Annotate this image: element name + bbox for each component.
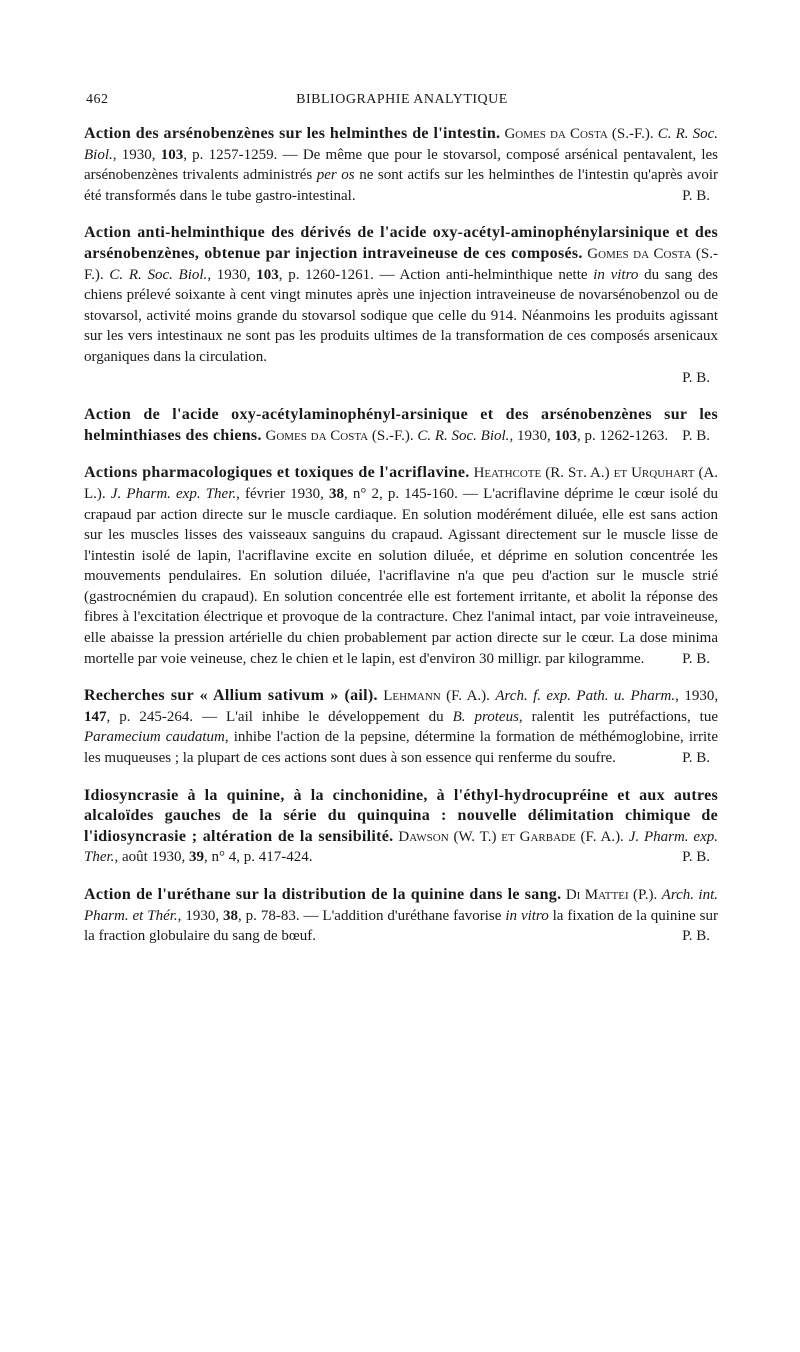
entry-volume: 103 <box>256 266 279 283</box>
entry-signature: P. B. <box>682 427 710 444</box>
bibliography-list <box>84 124 718 964</box>
entry-authors: Dawson (W. T.) et Garbade (F. A.). <box>398 828 624 845</box>
entry-signature: P. B. <box>682 849 710 866</box>
entry-citation-post: , p. 245-264. — L'ail inhibe le développement du <box>106 708 453 725</box>
entry-citation-pre: , 1930, <box>675 688 719 705</box>
entry-title: Idiosyncrasie à la quinine, à la cinchonidine, à l'éthyl-hydrocupréine et aux autres alcaloïdes gauches de la série du quinquina : nouvelle délimitation chimique de l'idiosyncrasie ; altération de la sensibilité. <box>84 786 718 845</box>
entry-body: , inhibe l'action de la pepsine, détermine la formation de méthémoglobine, irrite les muqueuses ; la plupart de ces actions sont dues à son essence qui renferme du soufre. <box>84 729 718 767</box>
entry-citation-pre: , août 1930, <box>114 849 190 866</box>
entry-body-mid: , ralentit les putréfactions, tue <box>518 708 718 725</box>
entry-italic-phrase: B. proteus <box>452 708 519 725</box>
entry-italic-phrase: in vitro <box>505 907 549 924</box>
entry-title: Action de l'acide oxy-acétylaminophényl-arsinique et des arsénobenzènes sur les helminthiases des chiens. <box>84 406 718 444</box>
entry-title: Action de l'uréthane sur la distribution de la quinine dans le sang. <box>84 886 562 903</box>
entry-volume: 103 <box>554 427 577 444</box>
page-number: 462 <box>86 92 109 107</box>
entry-citation-pre: , 1930, <box>509 427 555 444</box>
bibliography-entry <box>84 124 718 206</box>
entry-title: Actions pharmacologiques et toxiques de l'acriflavine. <box>84 464 470 482</box>
entry-journal: Arch. int. Pharm. et Thér. <box>84 887 719 924</box>
entry-body: la fixation de la quinine sur la fraction globulaire du sang de bœuf. <box>84 907 719 945</box>
entry-body: du sang des chiens prélevé soixante à cent vingt minutes après une injection intraveineuse de novarsénobenzol ou de stovarsol, activité moins grande du stovarsol sodique que celle du 914. Néanmoins les produits agissant sur les vers intestinaux ne sont pas les produits ultimes de la transformation de ces composés arsenicaux organiques dans la circulation. <box>84 266 719 365</box>
entry-citation-pre: , février 1930, <box>236 485 329 502</box>
bibliography-entry <box>84 463 718 669</box>
entry-title-prefix: Recherches sur « <box>84 687 214 705</box>
entry-signature: P. B. <box>682 928 710 945</box>
entry-italic-phrase-2: Paramecium caudatum <box>84 729 225 746</box>
entry-citation-post: , p. 1260-1261. — Action anti-helminthique nette <box>278 266 594 283</box>
entry-signature: P. B. <box>682 650 710 667</box>
bibliography-entry <box>84 686 718 768</box>
entry-volume: 147 <box>84 708 107 725</box>
entry-volume: 103 <box>160 146 184 163</box>
entry-title: Action des arsénobenzènes sur les helminthes de l'intestin. <box>84 125 501 142</box>
entry-volume: 38 <box>223 907 239 924</box>
entry-italic-phrase: in vitro <box>593 266 639 283</box>
entry-italic-phrase: per os <box>316 167 355 184</box>
bibliography-entry <box>84 786 718 868</box>
entry-signature: P. B. <box>682 187 710 204</box>
entry-authors: Heathcote (R. St. A.) et Urquhart (A. L.). <box>84 465 719 502</box>
entry-citation-post: , n° 4, p. 417-424. <box>204 849 313 866</box>
bibliography-entry <box>84 223 718 388</box>
entry-signature: P. B. <box>682 369 710 386</box>
bibliography-entry <box>84 885 718 947</box>
entry-citation-post: , p. 1262-1263. <box>576 427 669 444</box>
entry-authors: Lehmann (F. A.). <box>383 688 490 705</box>
running-title: BIBLIOGRAPHIE ANALYTIQUE <box>296 92 508 107</box>
running-header <box>86 92 718 112</box>
entry-title-suffix: » (ail). <box>324 687 378 705</box>
entry-journal: Arch. f. exp. Path. u. Pharm. <box>495 688 676 705</box>
bibliography-entry <box>84 405 718 446</box>
entry-journal: J. Pharm. exp. Ther. <box>110 485 237 502</box>
entry-title-taxon: Allium sativum <box>213 687 325 705</box>
entry-journal: C. R. Soc. Biol. <box>109 266 208 283</box>
entry-citation-post: , p. 78-83. — L'addition d'uréthane favorise <box>238 907 506 924</box>
entry-citation-post: , n° 2, p. 145-160. — L'acriflavine déprime le cœur isolé du crapaud par action directe sur le muscle cardiaque. En solution modérément diluée, elle est sans action sur les muscles lisses des vaisseaux sanguins du crapaud. Agissant directement sur le muscle lisse de l'intestin isolé de lapin, l'acriflavine excite en solution diluée, et déprime en solution concentrée les mouvements pendulaires. En solution diluée, l'acriflavine n'a que peu d'action sur le muscle strié (gastrocnémien du crapaud). En solution concentrée elle est fortement irritante, et abolit la réponse des fibres à l'excitation électrique et provoque de la contracture. Chez l'animal intact, par voie intraveineuse, elle abaisse la pression artérielle du chien probablement par action directe sur le cœur. La dose minima mortelle par voie veineuse, chez le chien et le lapin, est d'environ 30 milligr. par kilogramme. <box>84 485 719 667</box>
entry-authors: Gomes da Costa (S.-F.). <box>265 427 414 444</box>
entry-citation-pre: , 1930, <box>177 907 224 924</box>
entry-citation-pre: , 1930, <box>112 146 161 163</box>
entry-journal: J. Pharm. exp. Ther. <box>84 828 718 866</box>
entry-title: Action anti-helminthique des dérivés de l'acide oxy-acétyl-aminophénylarsinique et des arsénobenzènes, obtenue par injection intraveineuse de ces composés. <box>84 224 718 262</box>
entry-journal: C. R. Soc. Biol. <box>84 126 719 163</box>
entry-body: ne sont actifs sur les helminthes de l'intestin qu'après avoir été transformés dans le tube gastro-intestinal. <box>84 167 718 204</box>
entry-journal: C. R. Soc. Biol. <box>417 427 510 444</box>
entry-volume: 39 <box>189 849 205 866</box>
entry-volume: 38 <box>328 485 344 502</box>
entry-citation-pre: , 1930, <box>207 266 257 283</box>
entry-authors: Gomes da Costa (S.-F.). <box>504 126 654 142</box>
entry-signature: P. B. <box>682 750 710 767</box>
entry-citation-post: , p. 1257-1259. — De même que pour le stovarsol, composé arsénical pentavalent, les arsénobenzènes trivalents administrés <box>84 146 719 184</box>
entry-authors: Di Mattei (P.). <box>565 887 658 903</box>
entry-authors: Gomes da Costa (S.-F.). <box>84 245 718 283</box>
